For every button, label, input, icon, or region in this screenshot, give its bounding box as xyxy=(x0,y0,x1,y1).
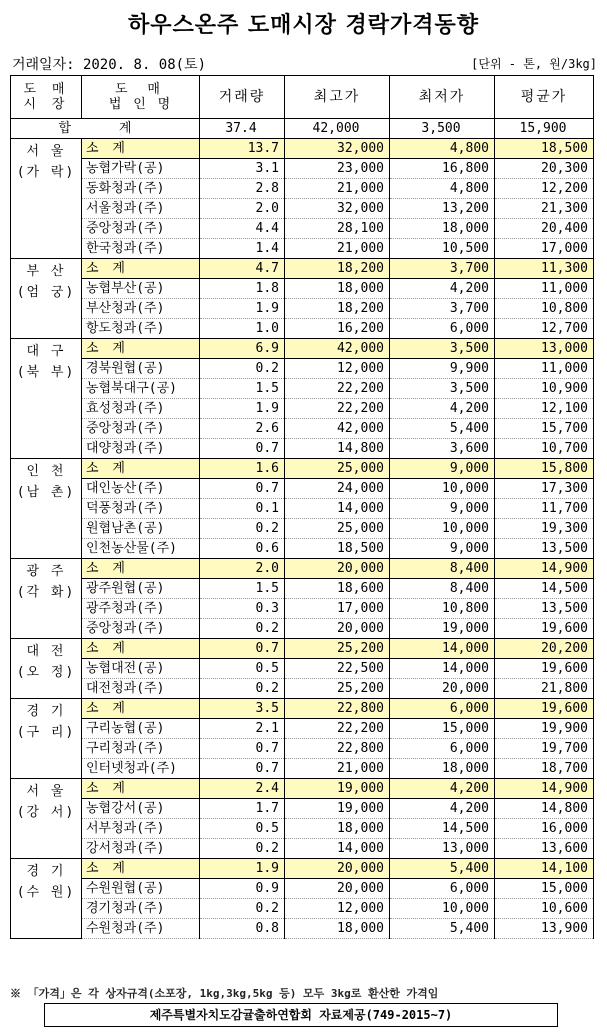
cell-max: 21,000 xyxy=(285,239,390,259)
cell-avg: 13,500 xyxy=(495,539,594,559)
corp-name: 대인농산(주) xyxy=(82,479,200,499)
cell-max: 16,200 xyxy=(285,319,390,339)
market-location: (엄 궁) xyxy=(16,285,76,300)
cell-min: 5,400 xyxy=(390,919,495,939)
subtotal-min: 6,000 xyxy=(390,699,495,719)
cell-max: 14,000 xyxy=(285,839,390,859)
cell-avg: 11,000 xyxy=(495,279,594,299)
cell-volume: 0.5 xyxy=(200,659,285,679)
cell-volume: 0.2 xyxy=(200,839,285,859)
market-name: 대 구 xyxy=(26,344,66,359)
table-row xyxy=(11,879,594,899)
subtotal-max: 32,000 xyxy=(285,139,390,159)
cell-avg: 19,900 xyxy=(495,719,594,739)
cell-volume: 1.4 xyxy=(200,239,285,259)
cell-min: 6,000 xyxy=(390,739,495,759)
subtotal-volume: 3.5 xyxy=(200,699,285,719)
subtotal-avg: 14,100 xyxy=(495,859,594,879)
corp-name: 농협강서(공) xyxy=(82,799,200,819)
corp-name: 농협부산(공) xyxy=(82,279,200,299)
cell-max: 18,500 xyxy=(285,539,390,559)
cell-volume: 0.6 xyxy=(200,539,285,559)
header-volume: 거래량 xyxy=(200,76,285,119)
total-min: 3,500 xyxy=(390,119,495,139)
corp-name: 광주원협(공) xyxy=(82,579,200,599)
cell-avg: 11,700 xyxy=(495,499,594,519)
corp-name: 광주청과(주) xyxy=(82,599,200,619)
subtotal-avg: 15,800 xyxy=(495,459,594,479)
header-market xyxy=(11,76,82,119)
cell-volume: 1.5 xyxy=(200,379,285,399)
subtotal-avg: 14,900 xyxy=(495,779,594,799)
subtotal-row xyxy=(11,699,594,719)
cell-max: 18,600 xyxy=(285,579,390,599)
market-location: (구 리) xyxy=(16,725,76,740)
cell-min: 4,200 xyxy=(390,399,495,419)
cell-min: 19,000 xyxy=(390,619,495,639)
subtotal-volume: 2.0 xyxy=(200,559,285,579)
cell-avg: 21,800 xyxy=(495,679,594,699)
subtotal-avg: 13,000 xyxy=(495,339,594,359)
subtotal-min: 3,500 xyxy=(390,339,495,359)
cell-avg: 13,600 xyxy=(495,839,594,859)
cell-volume: 0.5 xyxy=(200,819,285,839)
table-row xyxy=(11,719,594,739)
corp-name: 인천농산물(주) xyxy=(82,539,200,559)
subtotal-min: 5,400 xyxy=(390,859,495,879)
market-cell xyxy=(11,699,82,779)
cell-avg: 21,300 xyxy=(495,199,594,219)
corp-name: 서부청과(주) xyxy=(82,819,200,839)
subtotal-row xyxy=(11,459,594,479)
cell-max: 19,000 xyxy=(285,799,390,819)
table-row xyxy=(11,519,594,539)
table-body xyxy=(11,119,594,939)
table-row xyxy=(11,299,594,319)
corp-name: 중앙청과(주) xyxy=(82,219,200,239)
table-row xyxy=(11,319,594,339)
cell-volume: 0.7 xyxy=(200,439,285,459)
subtotal-label: 소 계 xyxy=(82,779,200,799)
cell-max: 22,200 xyxy=(285,379,390,399)
table-row xyxy=(11,919,594,939)
market-location: (남 촌) xyxy=(16,485,76,500)
cell-max: 12,000 xyxy=(285,359,390,379)
subtotal-max: 18,200 xyxy=(285,259,390,279)
cell-avg: 14,800 xyxy=(495,799,594,819)
table-row xyxy=(11,219,594,239)
market-name: 경 기 xyxy=(26,704,66,719)
cell-avg: 12,100 xyxy=(495,399,594,419)
total-avg: 15,900 xyxy=(495,119,594,139)
cell-min: 4,200 xyxy=(390,279,495,299)
cell-avg: 16,000 xyxy=(495,819,594,839)
cell-avg: 13,500 xyxy=(495,599,594,619)
header-corp xyxy=(82,76,200,119)
page-title: 하우스온주 도매시장 경락가격동향 xyxy=(127,13,480,38)
subtotal-row xyxy=(11,779,594,799)
subtotal-row xyxy=(11,139,594,159)
cell-min: 3,500 xyxy=(390,379,495,399)
header-market-bottom: 시 장 xyxy=(23,97,69,112)
cell-volume: 1.5 xyxy=(200,579,285,599)
corp-name: 구리청과(주) xyxy=(82,739,200,759)
cell-min: 10,000 xyxy=(390,519,495,539)
cell-avg: 19,600 xyxy=(495,619,594,639)
cell-avg: 14,500 xyxy=(495,579,594,599)
subtotal-volume: 13.7 xyxy=(200,139,285,159)
cell-min: 13,000 xyxy=(390,839,495,859)
cell-avg: 15,700 xyxy=(495,419,594,439)
table-row xyxy=(11,479,594,499)
corp-name: 중앙청과(주) xyxy=(82,419,200,439)
table-row xyxy=(11,359,594,379)
subtotal-min: 14,000 xyxy=(390,639,495,659)
market-cell xyxy=(11,859,82,939)
corp-name: 구리농협(공) xyxy=(82,719,200,739)
market-cell xyxy=(11,779,82,859)
corp-name: 중앙청과(주) xyxy=(82,619,200,639)
subtotal-min: 9,000 xyxy=(390,459,495,479)
cell-min: 18,000 xyxy=(390,759,495,779)
cell-max: 14,000 xyxy=(285,499,390,519)
market-name: 광 주 xyxy=(26,564,66,579)
market-name: 경 기 xyxy=(26,864,66,879)
subtotal-row xyxy=(11,259,594,279)
trade-date: 거래일자: 2020. 8. 08(토) xyxy=(12,57,207,73)
subtotal-min: 4,800 xyxy=(390,139,495,159)
cell-volume: 0.7 xyxy=(200,479,285,499)
subtotal-max: 25,000 xyxy=(285,459,390,479)
subtotal-max: 25,200 xyxy=(285,639,390,659)
subtotal-volume: 4.7 xyxy=(200,259,285,279)
corp-name: 농협대전(공) xyxy=(82,659,200,679)
subtotal-min: 4,200 xyxy=(390,779,495,799)
cell-max: 20,000 xyxy=(285,879,390,899)
cell-volume: 0.8 xyxy=(200,919,285,939)
table-row xyxy=(11,759,594,779)
corp-name: 한국청과(주) xyxy=(82,239,200,259)
cell-volume: 0.2 xyxy=(200,899,285,919)
cell-avg: 10,800 xyxy=(495,299,594,319)
cell-avg: 11,000 xyxy=(495,359,594,379)
cell-avg: 19,700 xyxy=(495,739,594,759)
cell-min: 10,000 xyxy=(390,479,495,499)
source-credit: 제주특별자치도감귤출하연합회 자료제공(749-2015~7) xyxy=(44,1003,558,1027)
table-row xyxy=(11,499,594,519)
cell-max: 23,000 xyxy=(285,159,390,179)
corp-name: 농협북대구(공) xyxy=(82,379,200,399)
subtotal-label: 소 계 xyxy=(82,699,200,719)
cell-min: 6,000 xyxy=(390,879,495,899)
cell-avg: 10,900 xyxy=(495,379,594,399)
table-row xyxy=(11,539,594,559)
subtotal-row xyxy=(11,339,594,359)
cell-max: 21,000 xyxy=(285,759,390,779)
subtotal-avg: 19,600 xyxy=(495,699,594,719)
corp-name: 인터넷청과(주) xyxy=(82,759,200,779)
table-row xyxy=(11,439,594,459)
corp-name: 농협가락(공) xyxy=(82,159,200,179)
cell-min: 10,800 xyxy=(390,599,495,619)
cell-max: 32,000 xyxy=(285,199,390,219)
market-location: (북 부) xyxy=(16,365,76,380)
table-row xyxy=(11,839,594,859)
subtotal-max: 42,000 xyxy=(285,339,390,359)
cell-min: 10,500 xyxy=(390,239,495,259)
cell-max: 21,000 xyxy=(285,179,390,199)
market-cell xyxy=(11,139,82,259)
cell-volume: 1.0 xyxy=(200,319,285,339)
cell-min: 3,700 xyxy=(390,299,495,319)
cell-min: 10,000 xyxy=(390,899,495,919)
cell-volume: 2.6 xyxy=(200,419,285,439)
cell-avg: 12,700 xyxy=(495,319,594,339)
header-row xyxy=(11,76,594,119)
cell-volume: 2.1 xyxy=(200,719,285,739)
subtotal-label: 소 계 xyxy=(82,139,200,159)
cell-volume: 1.9 xyxy=(200,299,285,319)
subtotal-avg: 20,200 xyxy=(495,639,594,659)
cell-volume: 0.2 xyxy=(200,519,285,539)
table-row xyxy=(11,659,594,679)
cell-min: 20,000 xyxy=(390,679,495,699)
cell-avg: 15,000 xyxy=(495,879,594,899)
cell-max: 28,100 xyxy=(285,219,390,239)
cell-min: 14,000 xyxy=(390,659,495,679)
corp-name: 경기청과(주) xyxy=(82,899,200,919)
cell-max: 14,800 xyxy=(285,439,390,459)
cell-max: 22,800 xyxy=(285,739,390,759)
subtotal-label: 소 계 xyxy=(82,639,200,659)
market-cell xyxy=(11,339,82,459)
cell-volume: 0.1 xyxy=(200,499,285,519)
cell-max: 22,200 xyxy=(285,719,390,739)
market-location: (오 정) xyxy=(16,665,76,680)
cell-volume: 0.3 xyxy=(200,599,285,619)
market-name: 서 울 xyxy=(26,784,66,799)
cell-max: 18,000 xyxy=(285,819,390,839)
cell-avg: 10,700 xyxy=(495,439,594,459)
cell-min: 15,000 xyxy=(390,719,495,739)
subtotal-volume: 0.7 xyxy=(200,639,285,659)
corp-name: 대전청과(주) xyxy=(82,679,200,699)
cell-volume: 1.7 xyxy=(200,799,285,819)
cell-max: 22,500 xyxy=(285,659,390,679)
subtotal-row xyxy=(11,639,594,659)
unit-note: [단위 - 톤, 원/3kg] xyxy=(471,57,597,71)
subtotal-label: 소 계 xyxy=(82,459,200,479)
cell-volume: 1.8 xyxy=(200,279,285,299)
cell-avg: 20,400 xyxy=(495,219,594,239)
cell-min: 5,400 xyxy=(390,419,495,439)
market-name: 부 산 xyxy=(26,264,66,279)
table-row xyxy=(11,739,594,759)
cell-volume: 3.1 xyxy=(200,159,285,179)
cell-avg: 17,300 xyxy=(495,479,594,499)
cell-min: 18,000 xyxy=(390,219,495,239)
cell-volume: 2.8 xyxy=(200,179,285,199)
cell-avg: 18,700 xyxy=(495,759,594,779)
cell-avg: 19,300 xyxy=(495,519,594,539)
subtotal-label: 소 계 xyxy=(82,259,200,279)
corp-name: 덕풍청과(주) xyxy=(82,499,200,519)
table-row xyxy=(11,399,594,419)
corp-name: 효성청과(주) xyxy=(82,399,200,419)
subtotal-avg: 11,300 xyxy=(495,259,594,279)
cell-max: 25,200 xyxy=(285,679,390,699)
market-name: 서 울 xyxy=(26,144,66,159)
subtotal-label: 소 계 xyxy=(82,559,200,579)
table-row xyxy=(11,179,594,199)
corp-name: 서울청과(주) xyxy=(82,199,200,219)
subtotal-avg: 14,900 xyxy=(495,559,594,579)
cell-max: 18,000 xyxy=(285,279,390,299)
cell-max: 22,200 xyxy=(285,399,390,419)
total-row xyxy=(11,119,594,139)
table-row xyxy=(11,579,594,599)
cell-volume: 0.7 xyxy=(200,739,285,759)
subtotal-volume: 2.4 xyxy=(200,779,285,799)
cell-min: 16,800 xyxy=(390,159,495,179)
cell-min: 9,000 xyxy=(390,499,495,519)
subtotal-min: 3,700 xyxy=(390,259,495,279)
cell-avg: 19,600 xyxy=(495,659,594,679)
table-row xyxy=(11,599,594,619)
table-row xyxy=(11,899,594,919)
cell-avg: 17,000 xyxy=(495,239,594,259)
table-row xyxy=(11,799,594,819)
cell-max: 42,000 xyxy=(285,419,390,439)
table-row xyxy=(11,379,594,399)
header-corp-top: 도 매 xyxy=(115,82,166,97)
cell-max: 12,000 xyxy=(285,899,390,919)
cell-avg: 20,300 xyxy=(495,159,594,179)
cell-volume: 4.4 xyxy=(200,219,285,239)
cell-min: 9,900 xyxy=(390,359,495,379)
header-corp-bottom: 법 인 명 xyxy=(108,97,173,112)
total-volume: 37.4 xyxy=(200,119,285,139)
table-row xyxy=(11,819,594,839)
corp-name: 항도청과(주) xyxy=(82,319,200,339)
table-row xyxy=(11,419,594,439)
table-row xyxy=(11,279,594,299)
subtotal-volume: 1.6 xyxy=(200,459,285,479)
cell-min: 9,000 xyxy=(390,539,495,559)
cell-max: 24,000 xyxy=(285,479,390,499)
cell-min: 14,500 xyxy=(390,819,495,839)
cell-volume: 1.9 xyxy=(200,399,285,419)
header-market-top: 도 매 xyxy=(23,82,69,97)
table-row xyxy=(11,679,594,699)
market-cell xyxy=(11,559,82,639)
subtotal-max: 19,000 xyxy=(285,779,390,799)
footnote: ※ 「가격」은 각 상자규격(소포장, 1kg,3kg,5kg 등) 모두 3kg로 환산한 가격임 xyxy=(10,987,439,1000)
market-cell xyxy=(11,459,82,559)
corp-name: 대양청과(주) xyxy=(82,439,200,459)
corp-name: 수원청과(주) xyxy=(82,919,200,939)
cell-avg: 10,600 xyxy=(495,899,594,919)
cell-max: 20,000 xyxy=(285,619,390,639)
subtotal-row xyxy=(11,859,594,879)
header-max: 최고가 xyxy=(285,76,390,119)
corp-name: 동화청과(주) xyxy=(82,179,200,199)
cell-volume: 0.2 xyxy=(200,359,285,379)
corp-name: 원협남촌(공) xyxy=(82,519,200,539)
cell-min: 3,600 xyxy=(390,439,495,459)
subtotal-label: 소 계 xyxy=(82,339,200,359)
cell-max: 17,000 xyxy=(285,599,390,619)
market-name: 대 전 xyxy=(26,644,66,659)
corp-name: 수원원협(공) xyxy=(82,879,200,899)
corp-name: 부산청과(주) xyxy=(82,299,200,319)
total-label: 합 계 xyxy=(11,119,200,139)
subtotal-label: 소 계 xyxy=(82,859,200,879)
cell-avg: 12,200 xyxy=(495,179,594,199)
price-table xyxy=(10,75,594,939)
cell-min: 13,200 xyxy=(390,199,495,219)
subtotal-max: 20,000 xyxy=(285,559,390,579)
market-name: 인 천 xyxy=(26,464,66,479)
subtotal-row xyxy=(11,559,594,579)
subtotal-max: 20,000 xyxy=(285,859,390,879)
corp-name: 경북원협(공) xyxy=(82,359,200,379)
cell-volume: 0.9 xyxy=(200,879,285,899)
cell-volume: 2.0 xyxy=(200,199,285,219)
header-min: 최저가 xyxy=(390,76,495,119)
cell-max: 25,000 xyxy=(285,519,390,539)
total-max: 42,000 xyxy=(285,119,390,139)
market-cell xyxy=(11,259,82,339)
market-location: (수 원) xyxy=(16,885,76,900)
cell-min: 4,200 xyxy=(390,799,495,819)
subtotal-min: 8,400 xyxy=(390,559,495,579)
market-location: (강 서) xyxy=(16,805,76,820)
table-row xyxy=(11,159,594,179)
table-row xyxy=(11,619,594,639)
market-cell xyxy=(11,639,82,699)
cell-min: 4,800 xyxy=(390,179,495,199)
table-row xyxy=(11,239,594,259)
cell-avg: 13,900 xyxy=(495,919,594,939)
market-location: (가 락) xyxy=(16,165,76,180)
cell-min: 8,400 xyxy=(390,579,495,599)
subtotal-avg: 18,500 xyxy=(495,139,594,159)
cell-min: 6,000 xyxy=(390,319,495,339)
subtotal-max: 22,800 xyxy=(285,699,390,719)
cell-volume: 0.7 xyxy=(200,759,285,779)
cell-volume: 0.2 xyxy=(200,619,285,639)
header-avg: 평균가 xyxy=(495,76,594,119)
market-location: (각 화) xyxy=(16,585,76,600)
cell-max: 18,000 xyxy=(285,919,390,939)
cell-max: 18,200 xyxy=(285,299,390,319)
subtotal-volume: 6.9 xyxy=(200,339,285,359)
cell-volume: 0.2 xyxy=(200,679,285,699)
corp-name: 강서청과(주) xyxy=(82,839,200,859)
subtotal-volume: 1.9 xyxy=(200,859,285,879)
table-row xyxy=(11,199,594,219)
